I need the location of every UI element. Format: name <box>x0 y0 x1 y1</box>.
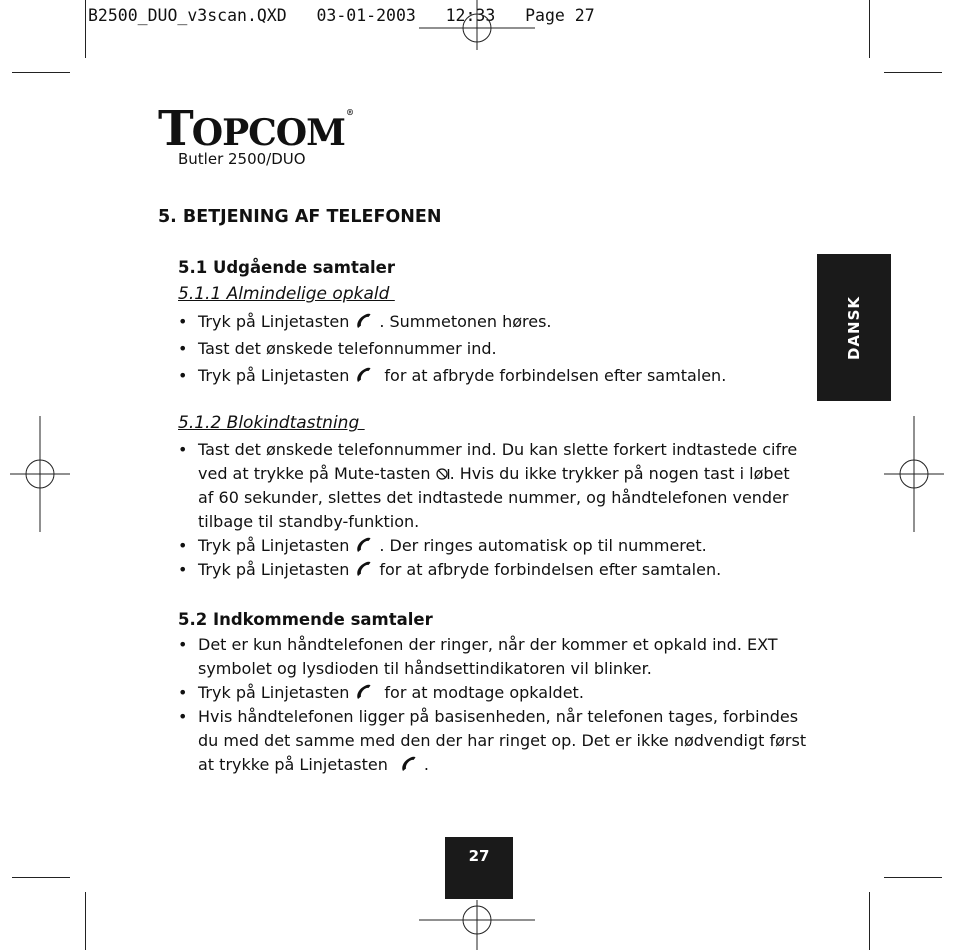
logo-first-letter: T <box>158 101 192 157</box>
mute-icon <box>436 464 450 478</box>
crop-mark <box>884 877 942 878</box>
logo-rest: OPCOM <box>191 112 346 154</box>
crop-mark <box>12 877 70 878</box>
list-5-1-2 <box>178 438 808 582</box>
logo-registered-mark: ® <box>346 107 355 117</box>
list-item: • Tryk på Linjetasten for at afbryde forbindelsen efter samtalen. <box>178 558 808 582</box>
crop-mark <box>869 892 870 950</box>
phone-handset-icon <box>355 313 373 329</box>
list-item: • Det er kun håndtelefonen der ringer, når der kommer et opkald ind. EXT symbolet og lysdioden til håndsettindikatoren vil blinker. <box>178 633 808 681</box>
list-item: • Tryk på Linjetasten for at modtage opkaldet. <box>178 681 808 705</box>
page-number-box <box>445 837 513 899</box>
language-tab <box>817 254 891 401</box>
subsection-title-5-1: 5.1 Udgående samtaler <box>178 258 395 277</box>
subsection-title-5-2: 5.2 Indkommende samtaler <box>178 610 433 629</box>
crop-mark <box>869 0 870 58</box>
list-item: • Tryk på Linjetasten . Der ringes automatisk op til nummeret. <box>178 534 808 558</box>
registration-mark-left <box>10 416 70 532</box>
section-title: 5. BETJENING AF TELEFONEN <box>158 207 442 227</box>
crop-mark <box>85 0 86 58</box>
registration-mark-bottom <box>419 900 535 950</box>
list-item: • Tryk på Linjetasten for at afbryde forbindelsen efter samtalen. <box>178 364 818 388</box>
crop-mark <box>12 72 70 73</box>
phone-handset-icon <box>355 561 373 577</box>
phone-handset-icon <box>355 537 373 553</box>
subsection-title-5-1-2: 5.1.2 Blokindtastning <box>178 413 365 433</box>
phone-handset-icon <box>400 756 418 772</box>
list-item: • Hvis håndtelefonen ligger på basisenheden, når telefonen tages, forbindes du med det samme med den der har ringet op. Det er ikke nødvendigt først at trykke på Linjetasten . <box>178 705 808 777</box>
list-5-2 <box>178 633 808 777</box>
crop-mark <box>884 72 942 73</box>
phone-handset-icon <box>355 684 373 700</box>
list-item: • Tast det ønskede telefonnummer ind. Du kan slette forkert indtastede cifre ved at trykke på Mute-tasten . Hvis du ikke trykker på nogen tast i løbet af 60 sekunder, slettes det indtastede nummer, og håndtelefonen vender tilbage til standby-funktion. <box>178 438 808 534</box>
file-header-line: B2500_DUO_v3scan.QXD 03-01-2003 12:33 Page 27 <box>88 6 595 25</box>
phone-handset-icon <box>355 367 373 383</box>
registration-mark-right <box>884 416 944 532</box>
language-tab-label: DANSK <box>845 295 863 360</box>
model-name: Butler 2500/DUO <box>178 150 306 168</box>
list-5-1-1 <box>178 310 818 388</box>
list-item: • Tast det ønskede telefonnummer ind. <box>178 337 818 361</box>
list-item: • Tryk på Linjetasten . Summetonen høres. <box>178 310 818 334</box>
registration-mark-top <box>419 0 535 50</box>
crop-mark <box>85 892 86 950</box>
topcom-logo <box>158 101 355 157</box>
page-number: 27 <box>468 847 490 865</box>
subsection-title-5-1-1: 5.1.1 Almindelige opkald <box>178 284 395 304</box>
